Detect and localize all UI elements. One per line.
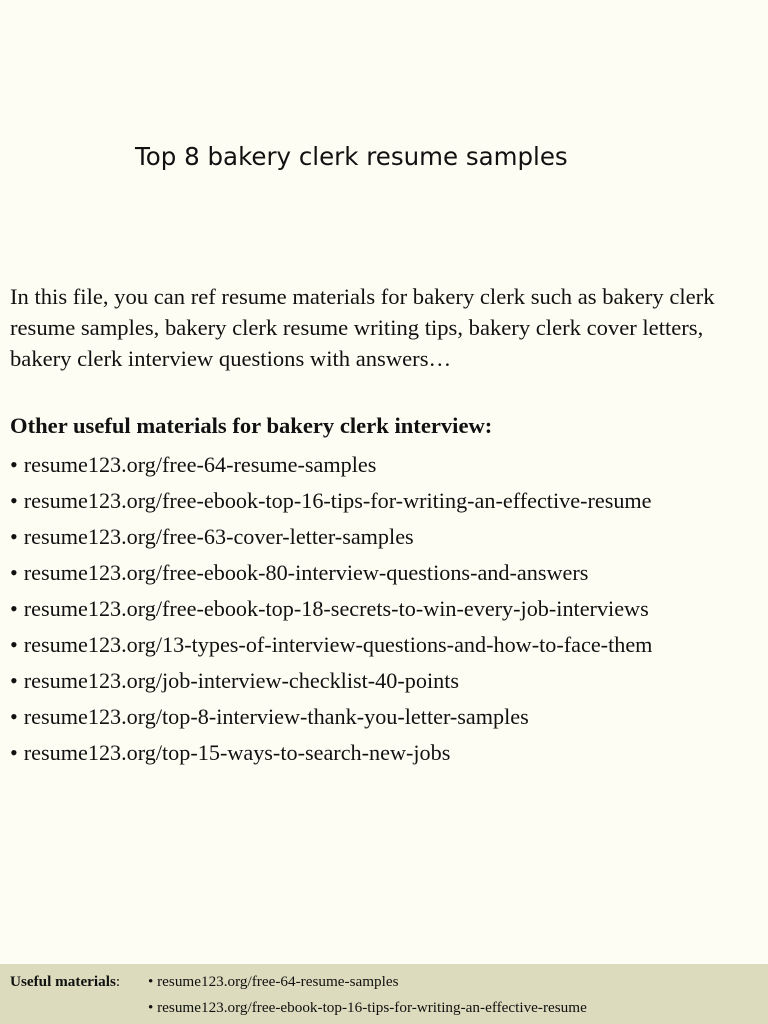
material-link[interactable]: resume123.org/job-interview-checklist-40-points xyxy=(23,668,460,693)
list-item xyxy=(10,630,652,666)
materials-link-list xyxy=(10,450,652,774)
bullet: • xyxy=(10,452,18,477)
footer-link[interactable]: resume123.org/free-64-resume-samples xyxy=(157,973,399,990)
footer-label xyxy=(10,973,120,991)
bullet: • xyxy=(10,740,18,765)
list-item xyxy=(10,702,652,738)
list-item xyxy=(10,450,652,486)
material-link[interactable]: resume123.org/free-ebook-top-18-secrets-to-win-every-job-interviews xyxy=(23,596,649,621)
list-item xyxy=(10,486,652,522)
bullet: • xyxy=(10,704,18,729)
material-link[interactable]: resume123.org/top-8-interview-thank-you-letter-samples xyxy=(23,704,529,729)
bullet: • xyxy=(10,668,18,693)
list-item xyxy=(10,666,652,702)
other-materials-heading: Other useful materials for bakery clerk interview: xyxy=(10,413,493,438)
list-item xyxy=(10,738,652,774)
bullet: • xyxy=(10,596,18,621)
page-title: Top 8 bakery clerk resume samples xyxy=(135,142,568,171)
material-link[interactable]: resume123.org/free-ebook-80-interview-questions-and-answers xyxy=(23,560,589,585)
material-link[interactable]: resume123.org/free-ebook-top-16-tips-for-writing-an-effective-resume xyxy=(23,488,652,513)
footer-link[interactable]: resume123.org/free-ebook-top-16-tips-for-writing-an-effective-resume xyxy=(157,999,587,1016)
bullet: • xyxy=(10,524,18,549)
footer-bar xyxy=(0,964,768,1024)
bullet: • xyxy=(148,973,154,990)
footer-label-text: Useful materials xyxy=(10,973,116,990)
material-link[interactable]: resume123.org/free-64-resume-samples xyxy=(23,452,377,477)
intro-paragraph: In this file, you can ref resume materials for bakery clerk such as bakery clerk resume samples, bakery clerk resume writing tips, bakery clerk cover letters, bakery clerk interview questions with answers… xyxy=(10,284,715,371)
footer-link-item xyxy=(148,973,399,991)
material-link[interactable]: resume123.org/top-15-ways-to-search-new-jobs xyxy=(23,740,451,765)
list-item xyxy=(10,594,652,630)
bullet: • xyxy=(148,999,154,1016)
bullet: • xyxy=(10,560,18,585)
list-item xyxy=(10,522,652,558)
bullet: • xyxy=(10,632,18,657)
material-link[interactable]: resume123.org/13-types-of-interview-questions-and-how-to-face-them xyxy=(23,632,653,657)
list-item xyxy=(10,558,652,594)
footer-label-colon: : xyxy=(115,973,121,990)
bullet: • xyxy=(10,488,18,513)
footer-link-item xyxy=(148,999,587,1017)
material-link[interactable]: resume123.org/free-63-cover-letter-samples xyxy=(23,524,414,549)
